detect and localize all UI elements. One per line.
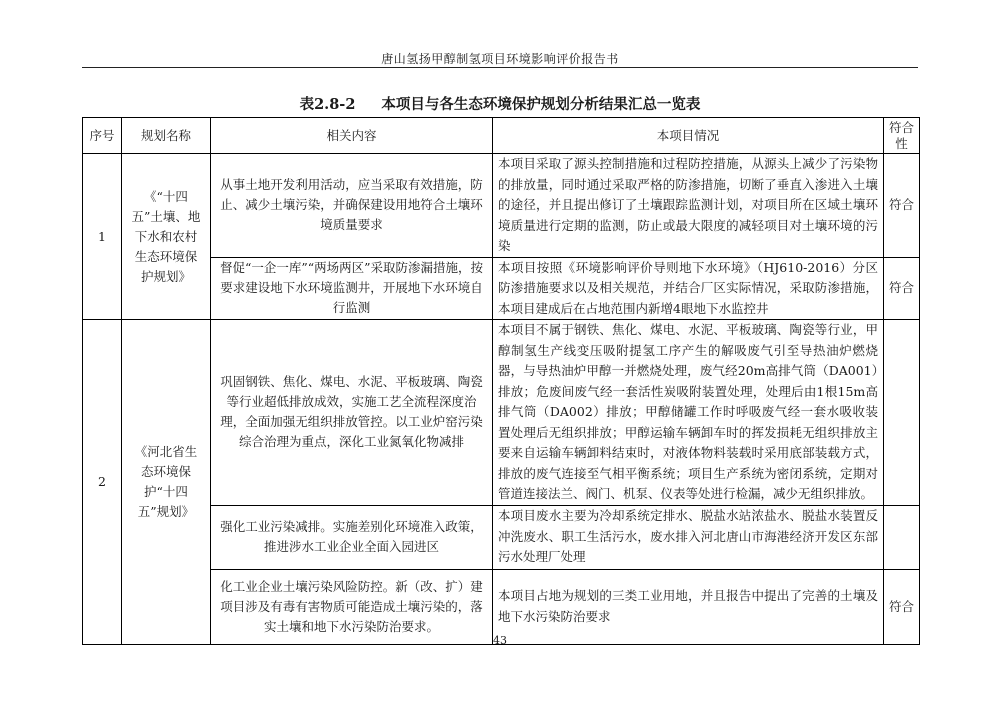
- col-header-plan: 规划名称: [122, 118, 211, 154]
- running-header: 唐山氢扬甲醇制氢项目环境影响评价报告书: [381, 52, 619, 66]
- row-index: 1: [83, 154, 122, 320]
- col-header-index: 序号: [83, 118, 122, 154]
- compliance-value: 符合: [884, 569, 920, 644]
- project-status: 本项目占地为规划的三类工业用地，并且报告中提出了完善的土壤及地下水污染防治要求: [493, 569, 884, 644]
- project-status: 本项目采取了源头控制措施和过程防控措施，从源头上减少了污染物的排放量，同时通过采取严格的防渗措施，切断了垂直入渗进入土壤的途径，并且提出修订了土壤跟踪监测计划，对项目所在区域土壤环境质量进行定期的监测，防止或最大限度的减轻项目对土壤环境的污染: [493, 154, 884, 258]
- table-row: [83, 154, 920, 258]
- col-header-status: 本项目情况: [493, 118, 884, 154]
- table-header-row: [83, 118, 920, 154]
- project-status: 本项目按照《环境影响评价导则地下水环境》（HJ610-2016）分区防渗措施要求以及相关规范，并结合厂区实际情况，采取防渗措施，本项目建成后在占地范围内新增4眼地下水监控井: [493, 257, 884, 320]
- page-number: 43: [493, 634, 507, 647]
- related-content: 化工业企业土壤污染风险防控。新（改、扩）建项目涉及有毒有害物质可能造成土壤污染的，落实土壤和地下水污染防治要求。: [211, 569, 493, 644]
- related-content: 从事土地开发利用活动，应当采取有效措施，防止、减少土壤污染，并确保建设用地符合土壤环境质量要求: [211, 154, 493, 258]
- table-row: [83, 320, 920, 506]
- compliance-value: [884, 505, 920, 569]
- table-caption: [0, 93, 1000, 114]
- related-content: 督促“一企一库”“两场两区”采取防渗漏措施，按要求建设地下水环境监测井，开展地下水环境自行监测: [211, 257, 493, 320]
- header-rule: [82, 67, 918, 68]
- project-status: 本项目废水主要为冷却系统定排水、脱盐水站浓盐水、脱盐水装置反冲洗废水、职工生活污水，废水排入河北唐山市海港经济开发区东部污水处理厂处理: [493, 505, 884, 569]
- plan-name: 《河北省生态环境保护“十四五”规划》: [122, 320, 211, 645]
- related-content: 强化工业污染减排。实施差别化环境准入政策，推进涉水工业企业全面入园进区: [211, 505, 493, 569]
- table-caption-number: 表2.8-2: [299, 96, 356, 113]
- compliance-table: [82, 117, 920, 645]
- compliance-value: 符合: [884, 154, 920, 258]
- related-content: 巩固钢铁、焦化、煤电、水泥、平板玻璃、陶瓷等行业超低排放成效，实施工艺全流程深度治理，全面加强无组织排放管控。以工业炉窑污染综合治理为重点，深化工业氮氧化物减排: [211, 320, 493, 506]
- plan-name: 《“十四五”土壤、地下水和农村生态环境保护规划》: [122, 154, 211, 320]
- row-index: 2: [83, 320, 122, 645]
- col-header-content: 相关内容: [211, 118, 493, 154]
- col-header-compliance: 符合性: [884, 118, 920, 154]
- project-status: 本项目不属于钢铁、焦化、煤电、水泥、平板玻璃、陶瓷等行业，甲醇制氢生产线变压吸附提氢工序产生的解吸废气引至导热油炉燃烧器，与导热油炉甲醇一并燃烧处理，废气经20m高排气筒（DA001）排放；危废间废气经一套活性炭吸附装置处理，处理后由1根15m高排气筒（DA002）排放；甲醇储罐工作时呼吸废气经一套水吸收装置处理后无组织排放；甲醇运输车辆卸车时的挥发损耗无组织排放主要来自运输车辆卸料结束时，对液体物料装载时采用底部装载方式，排放的废气连接至气相平衡系统；项目生产系统为密闭系统，定期对管道连接法兰、阀门、机泵、仪表等处进行检漏，减少无组织排放。: [493, 320, 884, 506]
- compliance-value: [884, 320, 920, 506]
- compliance-value: 符合: [884, 257, 920, 320]
- table-caption-title: 本项目与各生态环境保护规划分析结果汇总一览表: [381, 96, 701, 113]
